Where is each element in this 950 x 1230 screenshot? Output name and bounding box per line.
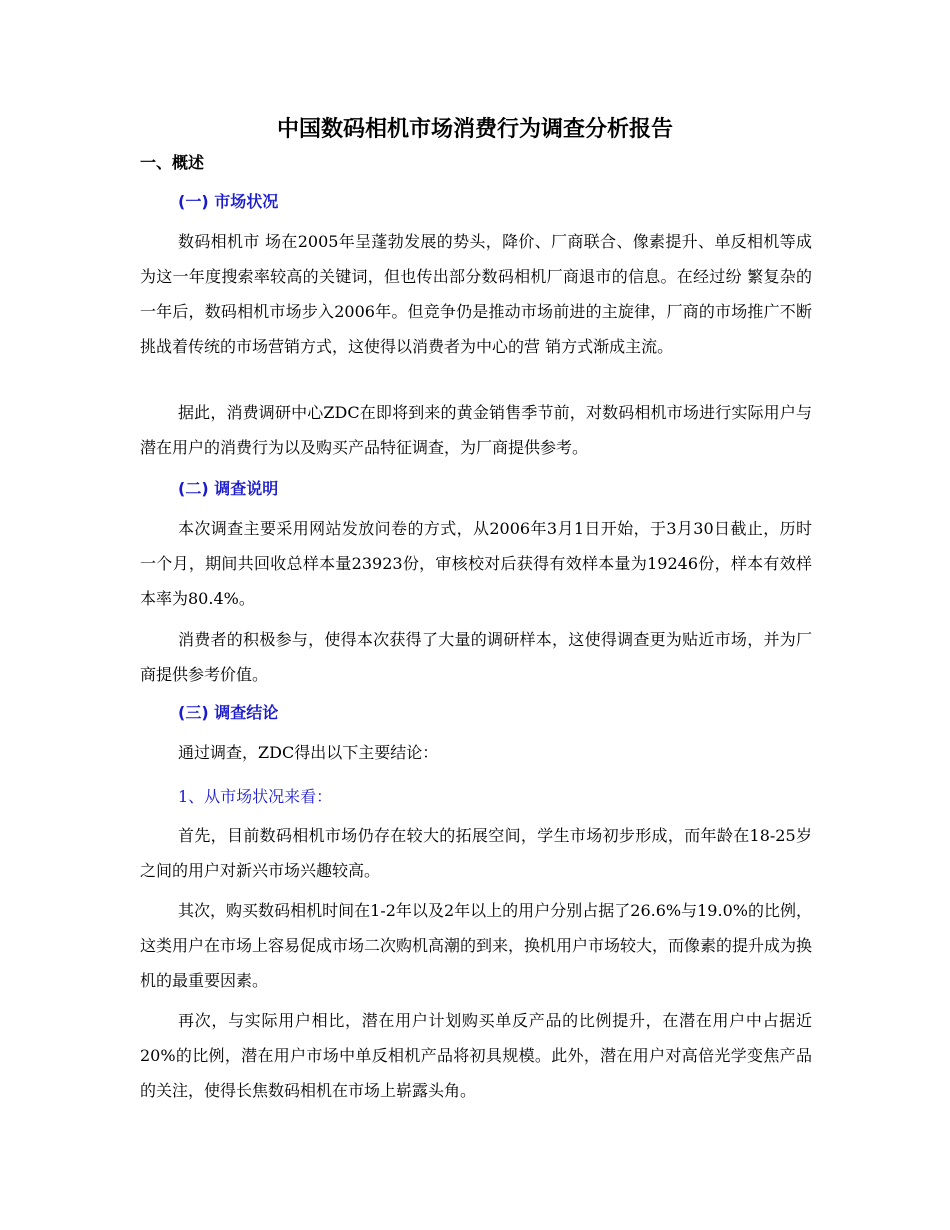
paragraph-market-status: 数码相机市 场在2005年呈蓬勃发展的势头，降价、厂商联合、像素提升、单反相机等成为这一年度搜索率较高的关键词，但也传出部分数码相机厂商退市的信息。在经过纷 繁复杂的一年后，数码相机市场步入2006年。但竞争仍是推动市场前进的主旋律，厂商的市场推广不断挑战着传统的市场营销方式，这使得以消费者为中心的营 销方式渐成主流。	[140, 232, 812, 356]
paragraph-second: 其次，购买数码相机时间在1-2年以及2年以上的用户分别占据了26.6%与19.0%的比例，这类用户在市场上容易促成市场二次购机高潮的到来，换机用户市场较大，而像素的提升成为换机的最重要因素。	[140, 901, 813, 990]
subheading-conclusions: (三) 调查结论	[178, 703, 279, 722]
paragraph-conclusion-intro: 通过调查，ZDC得出以下主要结论：	[178, 743, 439, 762]
section-heading-overview: 一、概述	[140, 153, 205, 172]
document-title: 中国数码相机市场消费行为调查分析报告	[276, 117, 673, 142]
paragraph-participation: 消费者的积极参与，使得本次获得了大量的调研样本，这使得调查更为贴近市场，并为厂商提供参考价值。	[140, 630, 812, 684]
paragraph-survey-method: 本次调查主要采用网站发放问卷的方式，从2006年3月1日开始，于3月30日截止，历时一个月，期间共回收总样本量23923份，审核校对后获得有效样本量为19246份，样本有效样本率为80.4%。	[140, 519, 812, 608]
subheading-survey-notes: (二) 调查说明	[178, 479, 279, 498]
subheading-market-status: (一) 市场状况	[178, 192, 279, 211]
paragraph-first: 首先，目前数码相机市场仍存在较大的拓展空间，学生市场初步形成，而年龄在18-25岁之间的用户对新兴市场兴趣较高。	[140, 826, 812, 880]
paragraph-basis: 据此，消费调研中心ZDC在即将到来的黄金销售季节前，对数码相机市场进行实际用户与潜在用户的消费行为以及购买产品特征调查，为厂商提供参考。	[140, 403, 812, 457]
paragraph-third: 再次，与实际用户相比，潜在用户计划购买单反产品的比例提升，在潜在用户中占据近20%的比例，潜在用户市场中单反相机产品将初具规模。此外，潜在用户对高倍光学变焦产品的关注，使得长焦数码相机在市场上崭露头角。	[140, 1011, 812, 1100]
point-market-status: 1、从市场状况来看：	[178, 787, 333, 806]
